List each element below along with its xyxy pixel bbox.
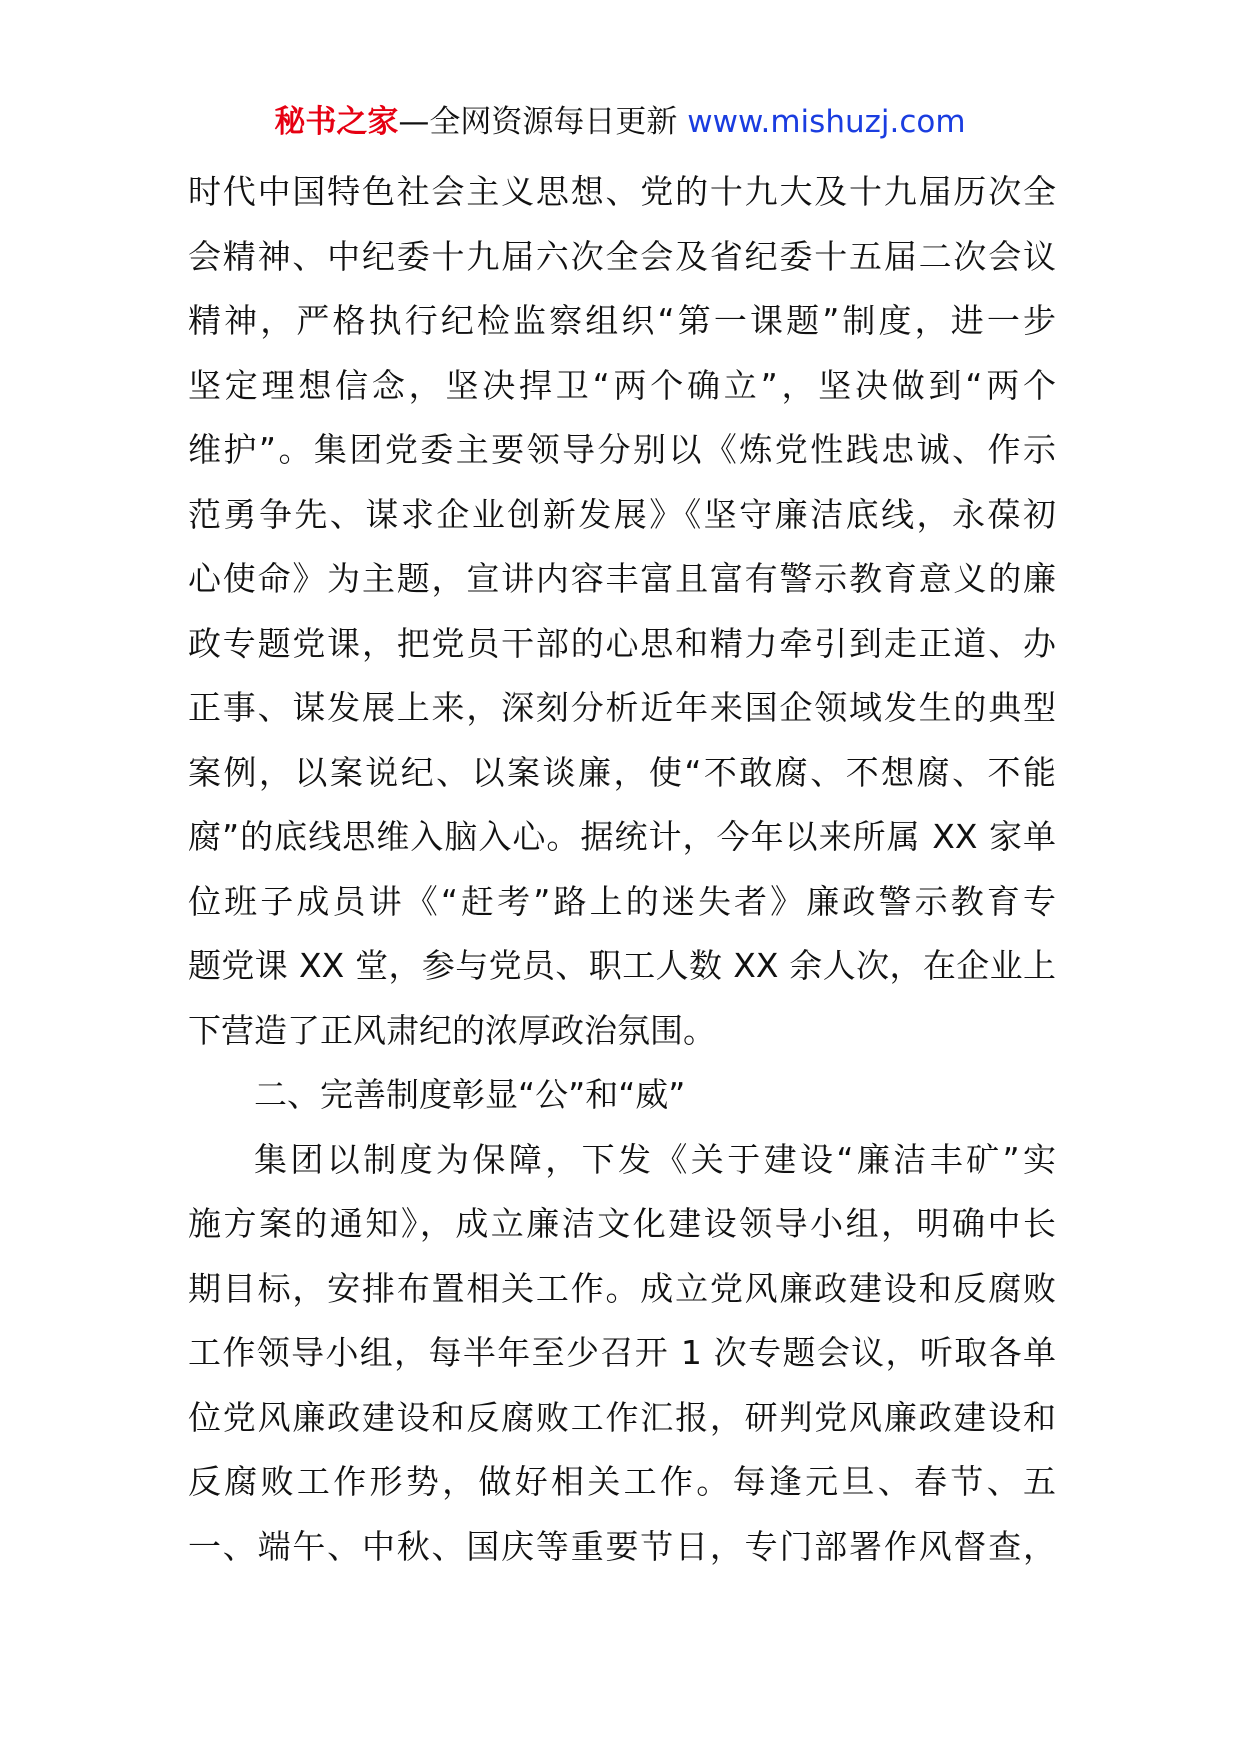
document-body — [188, 160, 1056, 1579]
paragraph-line: 腐”的底线思维入脑入心。据统计，今年以来所属 XX 家单 — [188, 817, 1056, 856]
paragraph-line: 坚定理想信念，坚决捍卫“两个确立”，坚决做到“两个 — [188, 365, 1056, 405]
section-heading: 二、完善制度彰显“公”和“威” — [254, 1075, 686, 1114]
paragraph-line: 心使命》为主题，宣讲内容丰富且富有警示教育意义的廉 — [188, 559, 1056, 598]
paragraph-line: 施方案的通知》，成立廉洁文化建设领导小组，明确中长 — [188, 1204, 1056, 1243]
paragraph-line: 正事、谋发展上来，深刻分析近年来国企领域发生的典型 — [188, 688, 1056, 727]
paragraph-line: 范勇争先、谋求企业创新发展》《坚守廉洁底线，永葆初 — [188, 494, 1056, 534]
paragraph-line: 一、端午、中秋、国庆等重要节日，专门部署作风督查， — [188, 1526, 1056, 1566]
site-brand: 秘书之家 — [274, 104, 399, 140]
paragraph-line: 案例，以案说纪、以案谈廉，使“不敢腐、不想腐、不能 — [188, 752, 1056, 792]
paragraph-line: 位班子成员讲《“赶考”路上的迷失者》廉政警示教育专 — [188, 881, 1056, 921]
paragraph-line: 工作领导小组，每半年至少召开 1 次专题会议，听取各单 — [188, 1333, 1056, 1372]
paragraph-line: 时代中国特色社会主义思想、党的十九大及十九届历次全 — [188, 172, 1056, 211]
paragraph-line: 精神，严格执行纪检监察组织“第一课题”制度，进一步 — [188, 301, 1056, 340]
paragraph-line: 期目标，安排布置相关工作。成立党风廉政建设和反腐败 — [188, 1268, 1056, 1308]
site-tagline: —全网资源每日更新 — [398, 104, 678, 140]
paragraph-line: 集团以制度为保障，下发《关于建设“廉洁丰矿”实 — [254, 1139, 1056, 1179]
paragraph-line: 会精神、中纪委十九届六次全会及省纪委十五届二次会议 — [188, 236, 1056, 276]
paragraph-line: 位党风廉政建设和反腐败工作汇报，研判党风廉政建设和 — [188, 1397, 1056, 1437]
paragraph-line: 反腐败工作形势，做好相关工作。每逢元旦、春节、五 — [188, 1462, 1056, 1501]
paragraph-line: 维护”。集团党委主要领导分别以《炼党性践忠诚、作示 — [188, 430, 1056, 469]
paragraph-line: 下营造了正风肃纪的浓厚政治氛围。 — [188, 1010, 716, 1050]
site-url[interactable]: www.mishuzj.com — [687, 104, 966, 140]
paragraph-line: 政专题党课，把党员干部的心思和精力牵引到走正道、办 — [188, 623, 1056, 663]
paragraph-line: 题党课 XX 堂，参与党员、职工人数 XX 余人次，在企业上 — [188, 946, 1056, 985]
site-header — [0, 100, 1240, 144]
